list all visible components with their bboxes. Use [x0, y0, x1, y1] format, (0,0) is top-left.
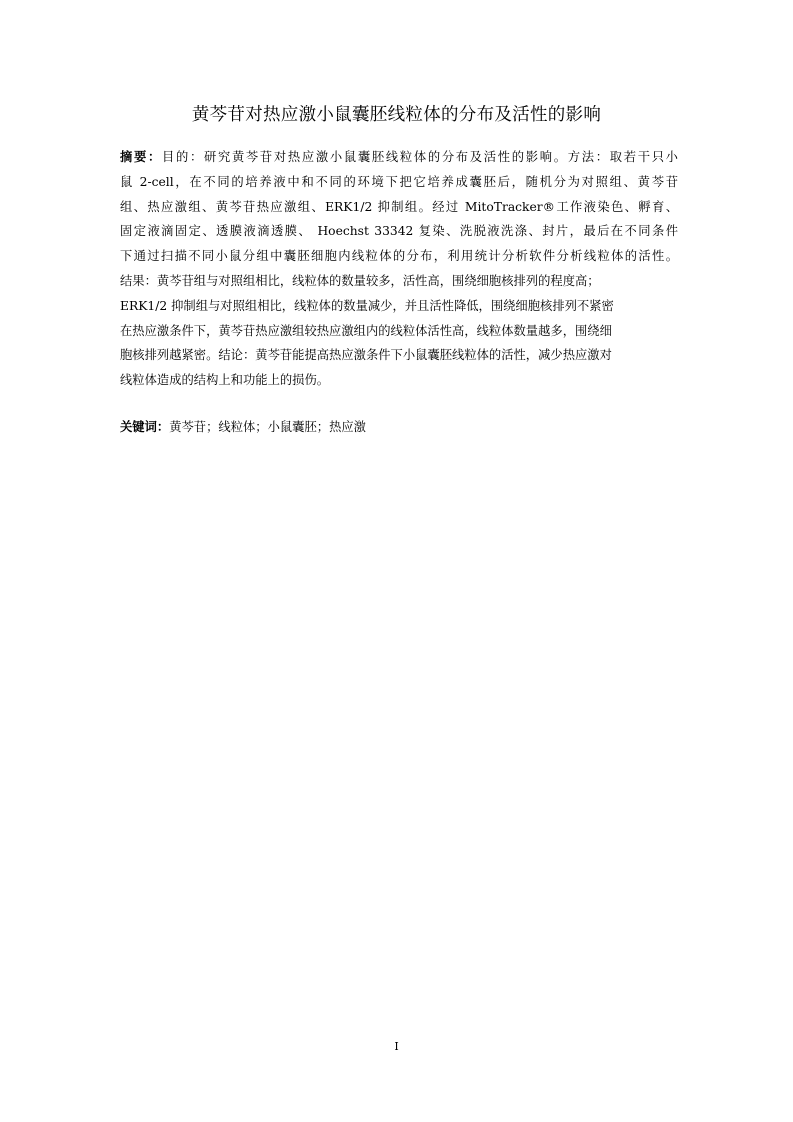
keywords-label: 关键词：: [120, 420, 170, 434]
abstract-line: ERK1/2 抑制组与对照组相比，线粒体的数量减少，并且活性降低，围绕细胞核排列不紧密: [120, 298, 614, 313]
page-title: 黄芩苷对热应激小鼠囊胚线粒体的分布及活性的影响: [191, 105, 602, 125]
abstract-line: 下通过扫描不同小鼠分组中囊胚细胞内线粒体的分布，利用统计分析软件分析线粒体的活性。: [120, 249, 678, 264]
abstract-line: 线粒体造成的结构上和功能上的损伤。: [120, 373, 330, 388]
abstract-line: 胞核排列越紧密。结论：黄芩苷能提高热应激条件下小鼠囊胚线粒体的活性，减少热应激对: [120, 348, 612, 363]
abstract-line: 在热应激条件下，黄芩苷热应激组较热应激组内的线粒体活性高，线粒体数量越多，围绕细: [120, 323, 612, 338]
abstract-line: 组、热应激组、黄芩苷热应激组、ERK1/2 抑制组。经过 MitoTracker®工作液染色、孵育、: [120, 199, 678, 214]
page-number: I: [394, 1040, 399, 1053]
abstract-line: 结果：黄芩苷组与对照组相比，线粒体的数量较多，活性高，围绕细胞核排列的程度高；: [120, 273, 600, 288]
abstract-line: [120, 145, 678, 170]
abstract-line: 鼠 2-cell，在不同的培养液中和不同的环境下把它培养成囊胚后，随机分为对照组、黄芩苷: [120, 174, 678, 189]
abstract-label: 摘要：: [120, 150, 162, 164]
keywords-text: 黄芩苷；线粒体；小鼠囊胚；热应激: [169, 420, 366, 434]
abstract-text: 目的：研究黄芩苷对热应激小鼠囊胚线粒体的分布及活性的影响。方法：取若干只小: [161, 150, 678, 164]
abstract-section: [120, 145, 678, 393]
abstract-line: 固定液滴固定、透膜液滴透膜、 Hoechst 33342 复染、洗脱液洗涤、封片，最后在不同条件: [120, 224, 678, 239]
keywords-line: [120, 415, 366, 439]
